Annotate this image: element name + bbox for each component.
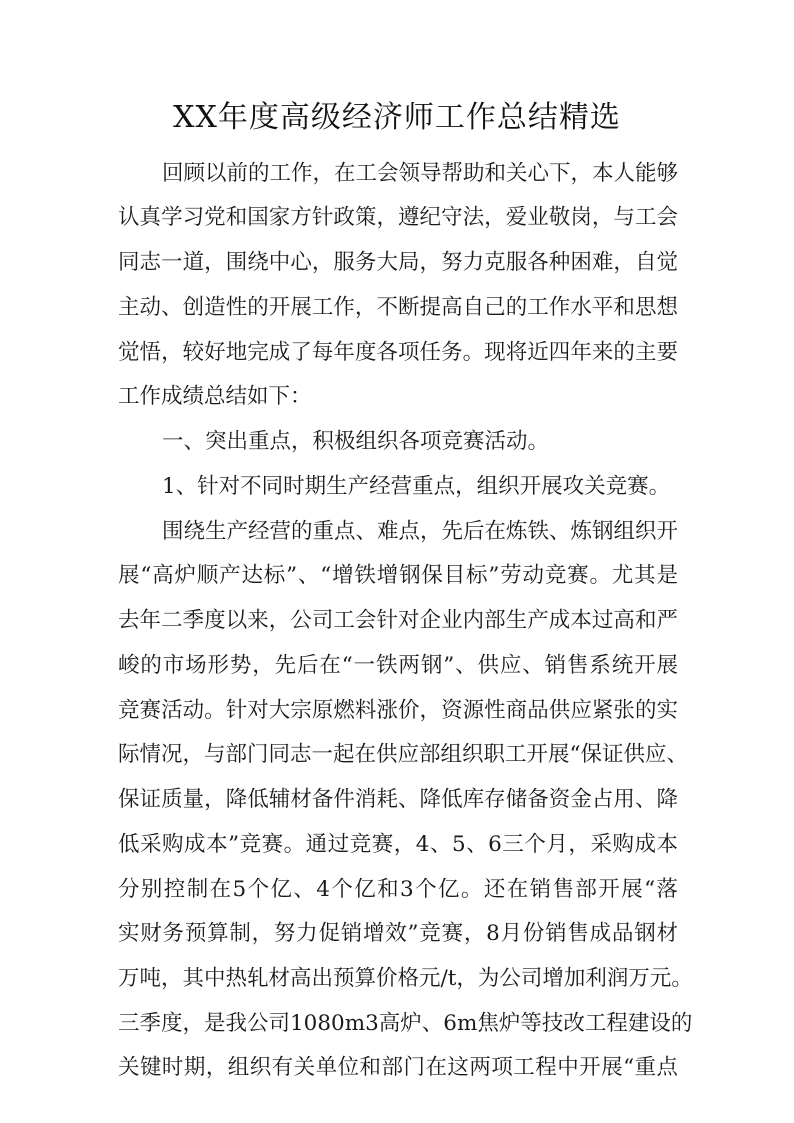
paragraph-line: 展“高炉顺产达标”、“增铁增钢保目标”劳动竞赛。尤其是 bbox=[118, 563, 678, 588]
paragraph-line: 回顾以前的工作，在工会领导帮助和关心下，本人能够 bbox=[162, 161, 679, 186]
subsection-heading: 1、针对不同时期生产经营重点，组织开展攻关竞赛。 bbox=[162, 474, 671, 499]
paragraph-line: 围绕生产经营的重点、难点，先后在炼铁、炼钢组织开 bbox=[162, 519, 679, 544]
paragraph-line: 觉悟，较好地完成了每年度各项任务。现将近四年来的主要 bbox=[118, 340, 678, 365]
paragraph-line: 竞赛活动。针对大宗原燃料涨价，资源性商品供应紧张的实 bbox=[118, 698, 678, 723]
paragraph-line: 关键时期，组织有关单位和部门在这两项工程中开展“重点 bbox=[118, 1055, 678, 1080]
paragraph-line: 同志一道，围绕中心，服务大局，努力克服各种困难，自觉 bbox=[118, 250, 678, 275]
paragraph-line: 保证质量，降低辅材备件消耗、降低库存储备资金占用、降 bbox=[118, 787, 678, 812]
paragraph-line: 低采购成本”竞赛。通过竞赛，4、5、6三个月，采购成本 bbox=[118, 832, 678, 857]
paragraph-line: 认真学习党和国家方针政策，遵纪守法，爱业敬岗，与工会 bbox=[118, 205, 678, 230]
section-heading: 一、突出重点，积极组织各项竞赛活动。 bbox=[162, 429, 550, 454]
paragraph-line: 际情况，与部门同志一起在供应部组织职工开展“保证供应、 bbox=[118, 742, 688, 767]
paragraph-line: 去年二季度以来，公司工会针对企业内部生产成本过高和严 bbox=[118, 608, 678, 633]
paragraph-line: 三季度，是我公司1080m3高炉、6m焦炉等技改工程建设的 bbox=[118, 1011, 693, 1036]
paragraph-line: 主动、创造性的开展工作，不断提高自己的工作水平和思想 bbox=[118, 295, 678, 320]
paragraph-line: 万吨，其中热轧材高出预算价格元/t，为公司增加利润万元。 bbox=[118, 966, 693, 991]
paragraph-line: 工作成绩总结如下： bbox=[118, 384, 312, 409]
paragraph-line: 实财务预算制，努力促销增效”竞赛，8月份销售成品钢材 bbox=[118, 921, 678, 946]
paragraph-line: 分别控制在5个亿、4个亿和3个亿。还在销售部开展“落 bbox=[118, 877, 678, 902]
document-title: XX年度高级经济师工作总结精选 bbox=[173, 100, 621, 135]
paragraph-line: 峻的市场形势，先后在“一铁两钢”、供应、销售系统开展 bbox=[118, 653, 678, 678]
